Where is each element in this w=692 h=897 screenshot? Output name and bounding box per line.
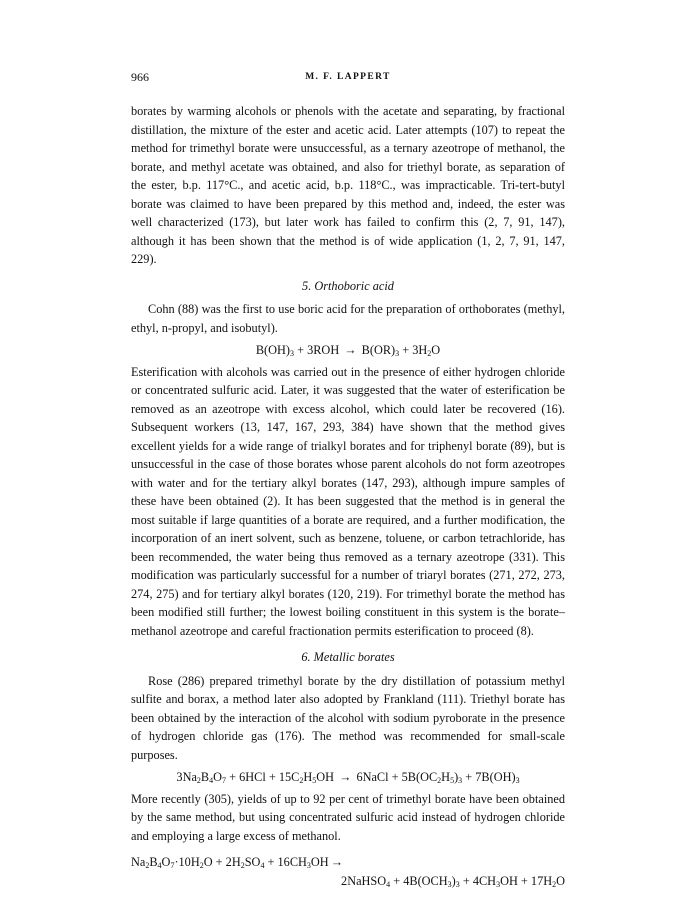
document-page bbox=[131, 68, 565, 890]
section-heading-orthoboric-acid: 5. Orthoboric acid bbox=[302, 278, 394, 293]
equation-borax-ethanol: $3Na_2B_4O_7 + 6HCl + 15C_2H_5OH$ → 6NaCl + $5B(OC_2H_5)_3 + 7B(OH)_3$ bbox=[176, 770, 520, 785]
page-number: 966 bbox=[131, 70, 149, 84]
paragraph-rose: Rose (286) prepared trimethyl borate by the dry distillation of potassium methyl sulfite and borax, a method later also adopted by Frankland (111). Triethyl borate has been obtained by the interaction of the alcohol with sodium pyroborate in the presence of hydrogen chloride gas (176). The method was recommended for small-scale purposes. bbox=[131, 673, 565, 762]
paragraph-esterification: Esterification with alcohols was carried out in the presence of either hydrogen chloride or concentrated sulfuric acid. Later, it was suggested that the water of esterification be removed as an azeotrope with excess alcohol, which could later be recovered (16). Subsequent workers (13, 147, 167, 293, 384) have shown that the method gives excellent yields for a wide range of trialkyl borates and for triphenyl borate (89), but is unsuccessful in the case of those borates whose parent alcohols do not form azeotropes with water and for the tertiary alkyl borates (147, 293), although impure samples of these have been obtained (2). It has been suggested that the method is in general the most suitable if large quantities of a borate are required, and a further modification, the incorporation of an inert solvent, such as benzene, toluene, or carbon tetrachloride, has been recommended, the water being thus removed as a ternary azeotrope (331). This modification was particularly successful for a number of triaryl borates (271, 272, 273, 274, 275) and for tertiary alkyl borates (120, 219). For trimethyl borate the method has been modified still further; the lowest boiling constituent in this system is the borate–methanol azeotrope and careful fractionation permits esterification to proceed (8). bbox=[131, 364, 565, 638]
paragraph-more-recently: More recently (305), yields of up to 92 per cent of trimethyl borate have been obtained by the same method, but using concentrated sulfuric acid instead of hydrogen chloride and employing a large excess of methanol. bbox=[131, 791, 565, 843]
section-heading-metallic-borates: 6. Metallic borates bbox=[301, 650, 395, 664]
equation-boric-acid-esterification: $B(OH)_3 + 3ROH \to B(OR)_3 + 3H_2O$ bbox=[255, 343, 441, 358]
running-title-author: M. F. LAPPERT bbox=[305, 72, 391, 82]
running-head bbox=[131, 68, 565, 88]
equation-borax-methanol-line1: $Na_2B_4O_7\cdot 10H_2O + 2H_2SO_4 + 16CH_3OH$ → bbox=[131, 855, 343, 870]
equation-borax-methanol-line2: 2NaHSO$_4$ + $4B(OCH_3)_3 + 4CH_3OH + 17H_2O$ bbox=[341, 873, 565, 889]
paragraph-continued: borates by warming alcohols or phenols with the acetate and separating, by fractional distillation, the mixture of the ester and acetic acid. Later attempts (107) to repeat the method for trimethyl borate were unsuccessful, as a ternary azeotrope of methanol, the borate, and methyl acetate was obtained, and also for triethyl borate, as separation of the ester, b.p. 117°C., and acetic acid, b.p. 118°C., was impracticable. Tri-tert-butyl borate was claimed to have been prepared by this method and, indeed, the ester was well characterized (173), but later work has failed to confirm this (2, 7, 91, 147), although it has been shown that the method is of wide application (1, 2, 7, 91, 147, 229). bbox=[131, 104, 565, 266]
paragraph-cohn: Cohn (88) was the first to use boric acid for the preparation of orthoborates (methyl, ethyl, n-propyl, and isobutyl). bbox=[131, 302, 565, 335]
